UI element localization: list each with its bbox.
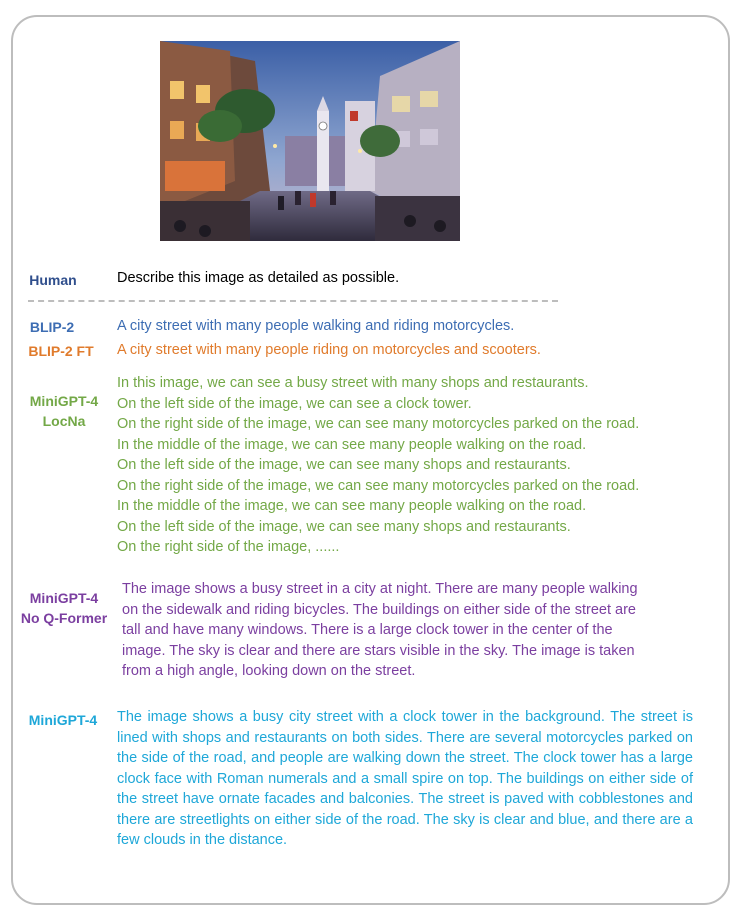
response-line: In the middle of the image, we can see many people walking on the road. bbox=[117, 436, 587, 453]
response-line: On the right side of the image, we can see many motorcycles parked on the road. bbox=[117, 477, 640, 494]
city-street-photo bbox=[160, 41, 460, 241]
human-label: Human bbox=[29, 272, 77, 288]
minigpt4-locna-response bbox=[117, 373, 717, 558]
response-line: On the right side of the image, we can see many motorcycles parked on the road. bbox=[117, 416, 640, 432]
response-line: In this image, we can see a busy street with many shops and restaurants. bbox=[117, 375, 589, 391]
blip2-label: BLIP-2 bbox=[29, 319, 75, 335]
label-line: MiniGPT-4 bbox=[29, 590, 99, 606]
blip2-response: A city street with many people walking and riding motorcycles. bbox=[117, 318, 515, 334]
label-line: No Q-Former bbox=[20, 610, 108, 626]
response-line: The image shows a busy street in a city at night. There are many people walking bbox=[122, 581, 638, 597]
response-line: tall and have many windows. There is a large clock tower in the center of the bbox=[122, 622, 613, 638]
minigpt4-no-qformer-response bbox=[122, 579, 702, 682]
label-line: LocNa bbox=[42, 413, 86, 429]
label-line: MiniGPT-4 bbox=[29, 393, 99, 409]
minigpt4-label: MiniGPT-4 bbox=[28, 712, 98, 728]
response-line: In the middle of the image, we can see many people walking on the road. bbox=[117, 498, 587, 514]
response-line: On the left side of the image, we can see a clock tower. bbox=[117, 395, 472, 412]
response-line: On the left side of the image, we can see many shops and restaurants. bbox=[117, 518, 571, 535]
response-line: image. The sky is clear and there are stars visible in the sky. The image is taken bbox=[122, 642, 635, 659]
minigpt4-no-qformer-label bbox=[14, 588, 114, 628]
response-line: On the left side of the image, we can see many shops and restaurants. bbox=[117, 457, 571, 473]
blip2-ft-response: A city street with many people riding on motorcycles and scooters. bbox=[117, 342, 541, 358]
response-line: on the sidewalk and riding bicycles. The buildings on either side of the street are bbox=[122, 601, 636, 618]
minigpt4-locna-label bbox=[18, 391, 110, 431]
response-line: from a high angle, looking down on the street. bbox=[122, 663, 416, 679]
dashed-divider bbox=[28, 300, 558, 302]
blip2-ft-label: BLIP-2 FT bbox=[28, 343, 94, 359]
human-prompt: Describe this image as detailed as possible. bbox=[117, 270, 400, 286]
response-line: On the right side of the image, ...... bbox=[117, 539, 340, 555]
minigpt4-response: The image shows a busy city street with a clock tower in the background. The street is lined with shops and restaurants on both sides. There are several motorcycles parked on the side of the road, and people are walking down the street. The clock tower has a large clock face with Roman numerals and a small spire on top. The buildings on either side of the street have ornate facades and balconies. The street is paved with cobblestones and there are streetlights on either side of the road. The sky is clear and blue, and there are a few clouds in the distance. bbox=[117, 709, 693, 848]
